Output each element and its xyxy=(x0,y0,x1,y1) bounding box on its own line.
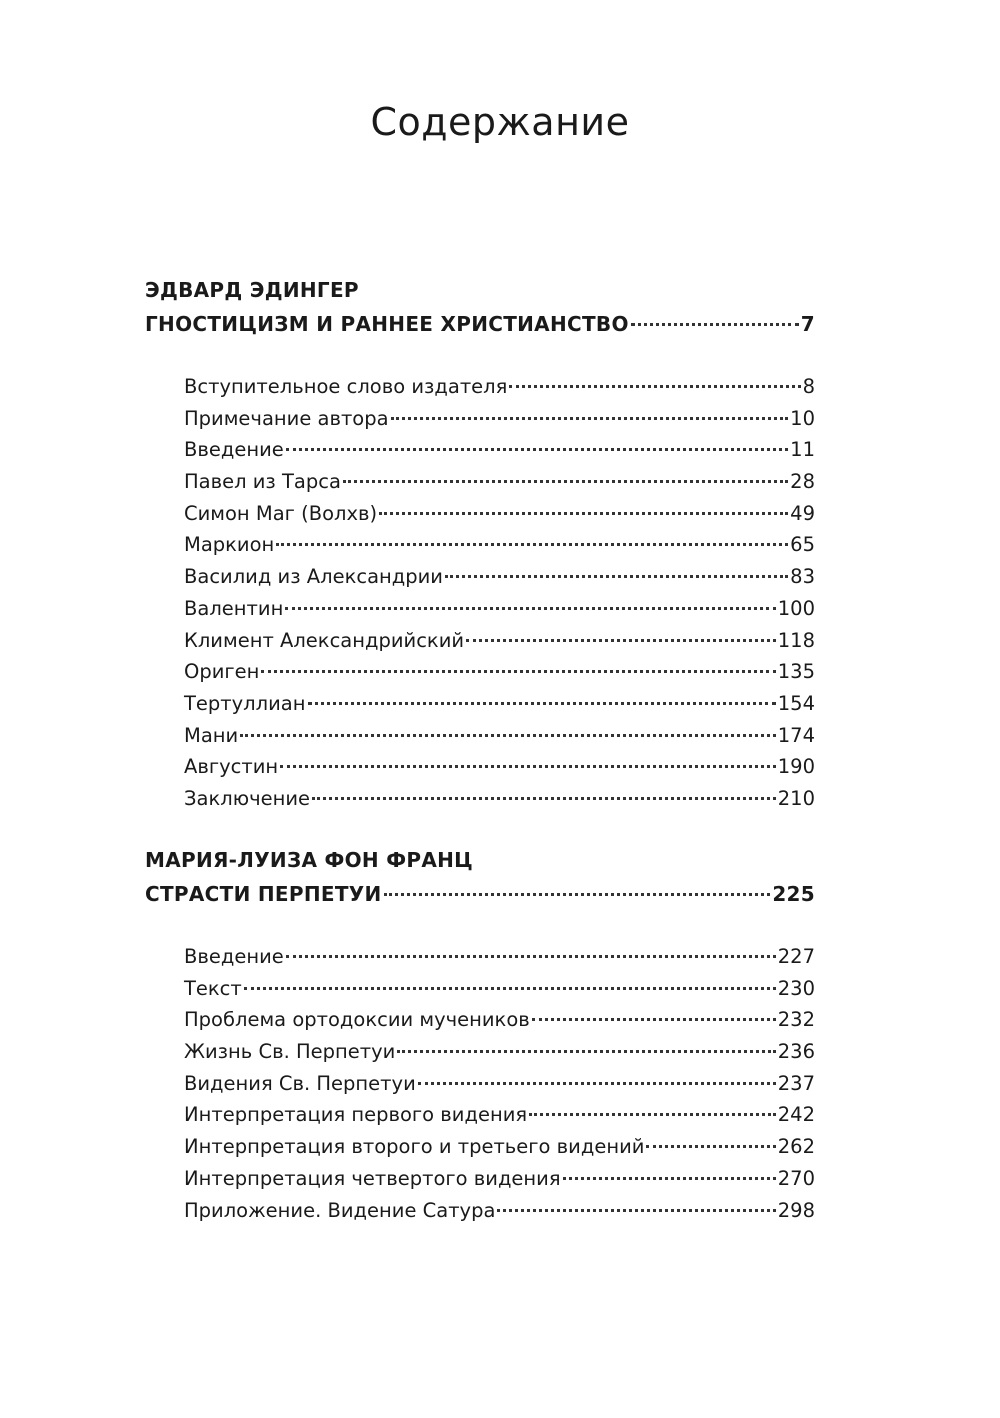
dot-leader xyxy=(379,512,788,515)
part-title: ГНОСТИЦИЗМ И РАННЕЕ ХРИСТИАНСТВО xyxy=(145,312,629,336)
toc-entry-label: Интерпретация первого видения xyxy=(184,1103,528,1127)
dot-leader xyxy=(497,1209,775,1212)
toc-entry-page: 262 xyxy=(777,1135,815,1159)
part-author: МАРИЯ-ЛУИЗА ФОН ФРАНЦ xyxy=(145,848,473,872)
toc-entry-label: Заключение xyxy=(184,786,311,810)
toc-entry-page: 49 xyxy=(790,501,815,525)
toc-entry-page: 210 xyxy=(777,786,815,810)
dot-leader xyxy=(532,1018,776,1021)
toc-entry-label: Василид из Александрии xyxy=(184,565,443,589)
toc-entry[interactable] xyxy=(184,1099,815,1131)
dot-leader xyxy=(384,893,771,896)
toc-entry[interactable] xyxy=(184,656,815,688)
dot-leader xyxy=(397,1050,775,1053)
toc-entry[interactable] xyxy=(184,1068,815,1100)
toc-entry[interactable] xyxy=(184,371,815,403)
toc-entry[interactable] xyxy=(184,1131,815,1163)
dot-leader xyxy=(529,1113,776,1116)
toc-entries xyxy=(145,941,815,1226)
toc-entry-page: 230 xyxy=(777,976,815,1000)
toc-entry[interactable] xyxy=(184,1163,815,1195)
dot-leader xyxy=(343,480,788,483)
toc-part-edinger xyxy=(145,273,815,815)
dot-leader xyxy=(466,639,776,642)
toc-entry[interactable] xyxy=(184,1036,815,1068)
dot-leader xyxy=(563,1177,776,1180)
toc-entry-label: Видения Св. Перпетуи xyxy=(184,1071,416,1095)
part-page-number: 225 xyxy=(772,882,815,906)
toc-entry-label: Введение xyxy=(184,438,284,462)
toc-entry[interactable] xyxy=(184,783,815,815)
toc-entry-page: 232 xyxy=(777,1008,815,1032)
toc-entry[interactable] xyxy=(184,625,815,657)
toc-entry[interactable] xyxy=(184,688,815,720)
toc-entry-page: 10 xyxy=(790,406,815,430)
toc-entry-page: 83 xyxy=(790,565,815,589)
toc-entry-label: Тертуллиан xyxy=(184,691,306,715)
toc-entry-label: Вступительное слово издателя xyxy=(184,375,508,398)
toc-entry[interactable] xyxy=(184,593,815,625)
toc-entry[interactable] xyxy=(184,561,815,593)
toc-entry-label: Павел из Тарса xyxy=(184,470,341,494)
dot-leader xyxy=(240,734,776,737)
toc-entry[interactable] xyxy=(184,1004,815,1036)
toc-entry[interactable] xyxy=(184,403,815,435)
toc-entry-page: 154 xyxy=(777,691,815,715)
dot-leader xyxy=(286,955,776,958)
toc-entry[interactable] xyxy=(184,973,815,1005)
toc-entry-page: 242 xyxy=(777,1103,815,1127)
toc-entry-label: Интерпретация второго и третьего видений xyxy=(184,1135,645,1159)
toc-entry-page: 174 xyxy=(777,723,815,747)
toc-entry-label: Ориген xyxy=(184,660,260,684)
toc-entry[interactable] xyxy=(184,1195,815,1227)
toc-entry-label: Климент Александрийский xyxy=(184,628,465,652)
toc-entry-page: 227 xyxy=(777,945,815,968)
toc-entry[interactable] xyxy=(184,529,815,561)
toc-entry-label: Приложение. Видение Сатура xyxy=(184,1198,496,1222)
toc-entry-page: 298 xyxy=(777,1198,815,1222)
toc-entry[interactable] xyxy=(184,434,815,466)
toc-entry-label: Интерпретация четвертого видения xyxy=(184,1166,561,1190)
toc-entry-label: Текст xyxy=(184,976,242,1000)
toc-entry-page: 100 xyxy=(777,596,815,620)
dot-leader xyxy=(308,702,776,705)
part-page-number: 7 xyxy=(800,312,815,336)
toc-entry-label: Жизнь Св. Перпетуи xyxy=(184,1040,396,1064)
dot-leader xyxy=(391,417,789,420)
toc-entry[interactable] xyxy=(184,941,815,973)
dot-leader xyxy=(509,385,800,388)
toc-entry-page: 8 xyxy=(802,375,815,398)
toc-entry-page: 236 xyxy=(777,1040,815,1064)
toc-entry-label: Валентин xyxy=(184,596,284,620)
toc-entry-label: Введение xyxy=(184,945,284,968)
dot-leader xyxy=(631,323,799,326)
dot-leader xyxy=(312,797,776,800)
toc-entry-label: Симон Маг (Волхв) xyxy=(184,501,378,525)
toc-entry-page: 11 xyxy=(790,438,815,462)
toc-entry[interactable] xyxy=(184,751,815,783)
toc-entry[interactable] xyxy=(184,498,815,530)
toc-entry-page: 65 xyxy=(790,533,815,557)
dot-leader xyxy=(285,607,775,610)
toc-entry-page: 135 xyxy=(777,660,815,684)
toc-entry-label: Примечание автора xyxy=(184,406,389,430)
toc-entry-page: 270 xyxy=(777,1166,815,1190)
dot-leader xyxy=(286,448,788,451)
toc-entry-page: 190 xyxy=(777,755,815,779)
part-author: ЭДВАРД ЭДИНГЕР xyxy=(145,278,359,302)
toc-entry-label: Мани xyxy=(184,723,239,747)
toc-entry-page: 28 xyxy=(790,470,815,494)
dot-leader xyxy=(418,1082,776,1085)
dot-leader xyxy=(445,575,788,578)
part-title-line[interactable] xyxy=(145,307,815,341)
toc-entry-label: Проблема ортодоксии мучеников xyxy=(184,1008,530,1032)
toc-entries xyxy=(145,371,815,815)
part-title-line[interactable] xyxy=(145,877,815,911)
toc-entry[interactable] xyxy=(184,466,815,498)
toc-part-von-franz xyxy=(145,843,815,1226)
dot-leader xyxy=(261,670,775,673)
toc-entry-label: Августин xyxy=(184,755,279,779)
toc-entry-label: Маркион xyxy=(184,533,275,557)
toc-entry[interactable] xyxy=(184,720,815,752)
dot-leader xyxy=(280,765,776,768)
dot-leader xyxy=(276,543,788,546)
toc-entry-page: 237 xyxy=(777,1071,815,1095)
toc-entry-page: 118 xyxy=(777,628,815,652)
dot-leader xyxy=(244,987,776,990)
page-title: Содержание xyxy=(370,100,630,144)
dot-leader xyxy=(646,1145,775,1148)
part-title: СТРАСТИ ПЕРПЕТУИ xyxy=(145,882,382,906)
